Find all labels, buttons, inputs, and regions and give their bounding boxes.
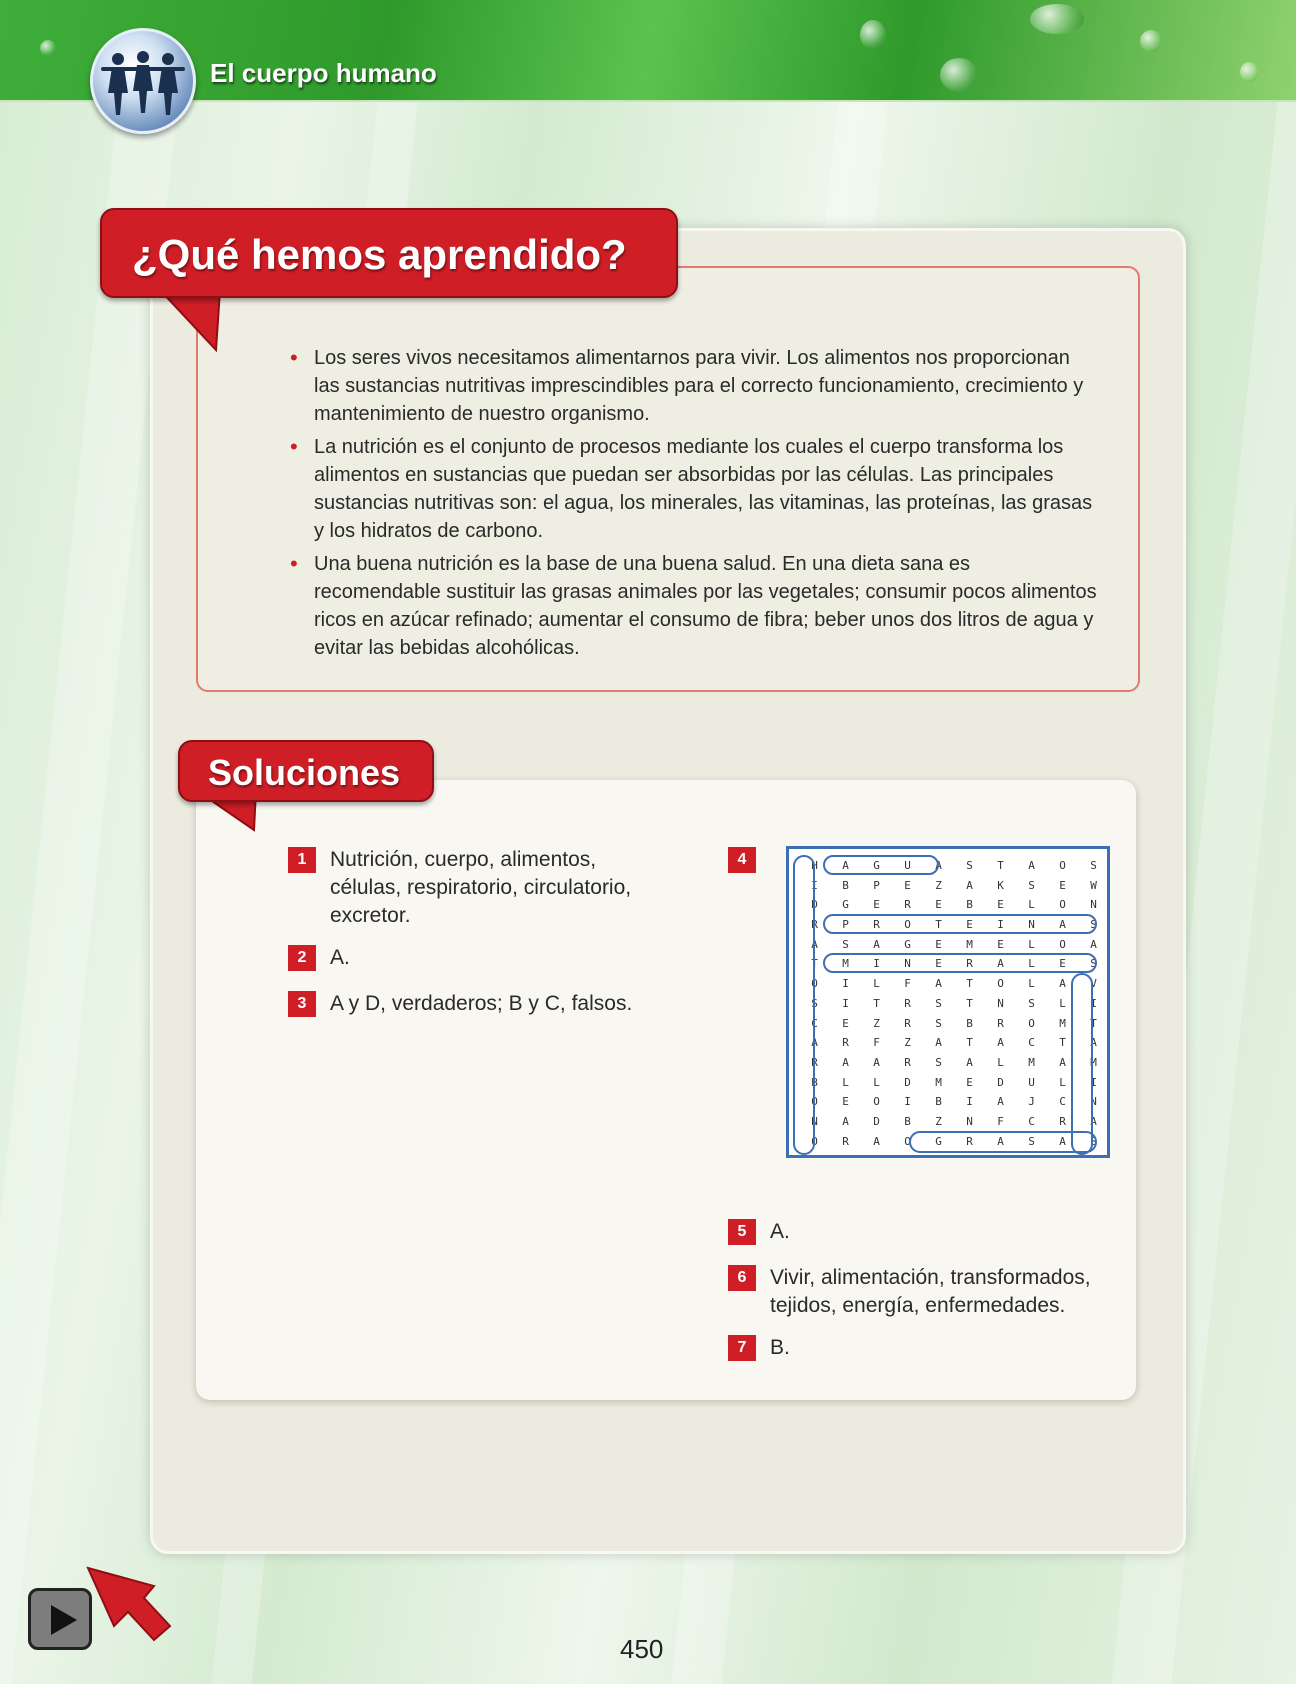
word-search-cell: A	[1059, 918, 1066, 932]
water-drop	[860, 20, 886, 50]
word-ring-proteinas	[823, 914, 1097, 934]
word-search-cell: Z	[873, 1016, 880, 1030]
word-search-cell: R	[966, 957, 973, 971]
word-search-cell: T	[966, 1036, 973, 1050]
answer-text: A y D, verdaderos; B y C, falsos.	[330, 992, 633, 1015]
word-search-cell: S	[1028, 1134, 1035, 1148]
word-search-row	[799, 935, 1109, 955]
answer-7	[728, 1334, 1128, 1362]
word-search-cell: E	[842, 1016, 849, 1030]
word-search-cell: T	[966, 996, 973, 1010]
word-search-row	[799, 876, 1109, 896]
word-search-cell: A	[873, 937, 880, 951]
word-search-cell: L	[1059, 996, 1066, 1010]
word-search-cell: T	[997, 859, 1004, 872]
play-button[interactable]	[28, 1588, 92, 1650]
word-search-cell: I	[997, 918, 1004, 932]
word-search-cell: M	[966, 937, 973, 951]
word-search-cell: S	[811, 996, 818, 1010]
word-search-cell: E	[1059, 957, 1066, 971]
word-search-cell: N	[1090, 898, 1097, 912]
word-search-cell: F	[873, 1036, 880, 1050]
word-search-cell: Z	[904, 1036, 911, 1050]
word-search-letters	[799, 856, 1109, 1151]
word-search-cell: G	[873, 859, 880, 872]
word-search-cell: L	[842, 1075, 849, 1089]
word-search-cell: S	[935, 1016, 942, 1030]
word-search-cell: S	[1090, 918, 1097, 932]
word-search-cell: T	[811, 957, 818, 971]
word-search-cell: R	[842, 1036, 849, 1050]
word-search-cell: I	[966, 1095, 973, 1109]
word-search-cell: S	[935, 1055, 942, 1069]
word-search-cell: E	[1059, 878, 1066, 892]
word-search-cell: I	[1090, 1075, 1097, 1089]
word-search-cell: E	[935, 898, 942, 912]
word-search-cell: R	[904, 1016, 911, 1030]
word-search-cell: A	[873, 1134, 880, 1148]
word-search-cell: R	[842, 1134, 849, 1148]
word-ring-agua	[823, 855, 939, 875]
word-search-cell: M	[1028, 1055, 1035, 1069]
word-search-cell: P	[873, 878, 880, 892]
word-search-cell: E	[966, 1075, 973, 1089]
word-search-row	[799, 1014, 1109, 1034]
word-search-cell: G	[842, 898, 849, 912]
word-search-cell: S	[1090, 1134, 1097, 1148]
word-search-cell: R	[811, 918, 818, 932]
word-search-cell: R	[1059, 1114, 1066, 1128]
word-search-cell: O	[1059, 937, 1066, 951]
word-search-cell: P	[842, 918, 849, 932]
word-search-cell: E	[997, 898, 1004, 912]
word-search-cell: D	[997, 1075, 1004, 1089]
water-drop	[1240, 62, 1258, 82]
word-search-cell: S	[1090, 957, 1097, 971]
word-search-cell: I	[1090, 996, 1097, 1010]
answer-4	[728, 846, 770, 873]
word-search-cell: L	[1028, 977, 1035, 991]
word-search-cell: C	[1059, 1095, 1066, 1109]
answer-text: A.	[770, 1220, 790, 1243]
word-search-cell: J	[1028, 1095, 1035, 1109]
word-search-cell: R	[997, 1016, 1004, 1030]
word-search-cell: N	[811, 1114, 818, 1128]
answer-3	[288, 990, 688, 1018]
word-search-cell: N	[904, 957, 911, 971]
answer-1	[288, 846, 668, 930]
word-search-cell: L	[1028, 937, 1035, 951]
word-search-cell: T	[873, 996, 880, 1010]
word-search-cell: A	[1090, 1114, 1097, 1128]
word-search-cell: S	[966, 859, 973, 872]
summary-bullet: • La nutrición es el conjunto de procesos mediante los cuales el cuerpo transforma los alimentos en sustancias que puedan ser absorbidas por las células. Las principales sustancias nutritivas son: el agua, los minerales, las vitaminas, las proteínas, las grasas y los hidratos de carbono.	[290, 433, 1100, 545]
word-search-cell: B	[842, 878, 849, 892]
word-search-cell: U	[904, 859, 911, 872]
word-search-cell: A	[873, 1055, 880, 1069]
word-search-cell: U	[1028, 1075, 1035, 1089]
word-search-cell: F	[997, 1114, 1004, 1128]
people-holding-hands-icon	[90, 28, 196, 134]
word-search-cell: Z	[935, 1114, 942, 1128]
water-drop	[40, 40, 56, 56]
word-search-cell: A	[997, 1036, 1004, 1050]
word-search-row	[799, 1112, 1109, 1132]
word-search-cell: O	[811, 1095, 818, 1109]
word-ring-hidratos-carbono	[793, 855, 815, 1155]
word-search-cell: S	[1090, 859, 1097, 872]
word-search-cell: I	[904, 1095, 911, 1109]
solutions-heading: Soluciones	[178, 740, 434, 802]
word-search-cell: A	[997, 1134, 1004, 1148]
word-ring-vitaminas	[1071, 973, 1093, 1155]
answer-number: 4	[728, 847, 756, 873]
summary-heading: ¿Qué hemos aprendido?	[100, 208, 678, 298]
answer-text: Nutrición, cuerpo, alimentos, células, respiratorio, circulatorio, excretor.	[330, 848, 632, 927]
word-search-cell: A	[935, 1036, 942, 1050]
word-search-cell: R	[873, 918, 880, 932]
word-search-cell: B	[966, 898, 973, 912]
word-search-cell: B	[904, 1114, 911, 1128]
word-search-row	[799, 895, 1109, 915]
word-search-cell: D	[811, 898, 818, 912]
word-search-cell: R	[904, 1055, 911, 1069]
word-search-cell: L	[1028, 898, 1035, 912]
answer-number: 1	[288, 847, 316, 873]
word-search-cell: A	[1059, 1134, 1066, 1148]
word-search-cell: A	[1090, 937, 1097, 951]
answer-number: 7	[728, 1335, 756, 1361]
summary-bullet: • Los seres vivos necesitamos alimentarnos para vivir. Los alimentos nos proporcionan las sustancias nutritivas imprescindibles para el correcto funcionamiento, crecimiento y mantenimiento de nuestro organismo.	[290, 344, 1100, 428]
word-search-cell: A	[1090, 1036, 1097, 1050]
word-search-cell: N	[1028, 918, 1035, 932]
word-search-row	[799, 974, 1109, 994]
answer-text: A.	[330, 946, 350, 969]
word-search-cell: C	[1028, 1036, 1035, 1050]
word-search-cell: V	[1090, 977, 1097, 991]
word-search-cell: S	[935, 996, 942, 1010]
water-drop	[940, 58, 978, 92]
word-search-cell: A	[811, 1036, 818, 1050]
word-search-cell: O	[997, 977, 1004, 991]
word-search-cell: O	[873, 1095, 880, 1109]
word-search-cell: Z	[935, 878, 942, 892]
word-search-cell: N	[966, 1114, 973, 1128]
summary-bullet: • Una buena nutrición es la base de una buena salud. En una dieta sana es recomendable sustituir las grasas animales por las vegetales; consumir pocos alimentos ricos en azúcar refinado; aumentar el consumo de fibra; beber unos dos litros de agua y evitar las bebidas alcohólicas.	[290, 550, 1100, 662]
word-search-cell: I	[811, 878, 818, 892]
play-icon	[51, 1605, 77, 1635]
word-search-cell: L	[1059, 1075, 1066, 1089]
word-search-cell: A	[1028, 859, 1035, 872]
word-search-cell: G	[904, 937, 911, 951]
word-search-cell: A	[997, 1095, 1004, 1109]
word-search-cell: A	[842, 1114, 849, 1128]
word-search-cell: O	[1059, 898, 1066, 912]
word-search-cell: D	[904, 1075, 911, 1089]
summary-list	[290, 344, 1100, 667]
word-search-cell: O	[904, 918, 911, 932]
word-search-cell: O	[811, 977, 818, 991]
word-search-row	[799, 1073, 1109, 1093]
word-search-cell: O	[1028, 1016, 1035, 1030]
answer-text: Vivir, alimentación, transformados, tejidos, energía, enfermedades.	[770, 1266, 1091, 1317]
word-search-cell: A	[966, 1055, 973, 1069]
word-search-cell: E	[966, 918, 973, 932]
word-ring-grasas	[909, 1131, 1097, 1153]
word-search-cell: E	[904, 878, 911, 892]
answer-2	[288, 944, 668, 972]
section-title: El cuerpo humano	[210, 58, 437, 88]
answer-number: 5	[728, 1219, 756, 1245]
word-search-cell: G	[935, 1134, 942, 1148]
red-arrow-icon	[84, 1566, 174, 1656]
word-search-cell: O	[904, 1134, 911, 1148]
word-search-cell: A	[842, 1055, 849, 1069]
word-search-row	[799, 1033, 1109, 1053]
word-search-cell: E	[935, 937, 942, 951]
word-search-cell: F	[904, 977, 911, 991]
word-search-cell: I	[873, 957, 880, 971]
word-search-cell: E	[873, 898, 880, 912]
word-search-cell: E	[997, 937, 1004, 951]
word-search-cell: T	[966, 977, 973, 991]
answer-number: 3	[288, 991, 316, 1017]
word-search-cell: K	[997, 878, 1004, 892]
word-ring-minerales	[823, 953, 1097, 973]
word-search-cell: R	[811, 1055, 818, 1069]
word-search-cell: L	[1028, 957, 1035, 971]
word-search-cell: C	[811, 1016, 818, 1030]
word-search-cell: M	[1059, 1016, 1066, 1030]
water-drop	[1140, 30, 1162, 52]
word-search-grid	[786, 846, 1110, 1158]
word-search-cell: O	[811, 1134, 818, 1148]
word-search-cell: A	[935, 977, 942, 991]
word-search-cell: B	[935, 1095, 942, 1109]
word-search-cell: N	[997, 996, 1004, 1010]
word-search-cell: A	[811, 937, 818, 951]
word-search-cell: T	[1090, 1016, 1097, 1030]
word-search-cell: R	[904, 996, 911, 1010]
word-search-cell: L	[873, 1075, 880, 1089]
word-search-cell: D	[873, 1114, 880, 1128]
word-search-cell: E	[842, 1095, 849, 1109]
word-search-cell: H	[811, 859, 818, 872]
word-search-cell: A	[842, 859, 849, 872]
word-search-cell: R	[966, 1134, 973, 1148]
answer-5	[728, 1218, 1128, 1246]
answer-text: B.	[770, 1336, 790, 1359]
word-search-cell: W	[1090, 878, 1097, 892]
word-search-cell: N	[1090, 1095, 1097, 1109]
word-search-cell: I	[842, 977, 849, 991]
word-search-cell: A	[1059, 977, 1066, 991]
word-search-cell: A	[966, 878, 973, 892]
word-search-cell: A	[997, 957, 1004, 971]
page-number: 450	[620, 1634, 664, 1664]
word-search-cell: E	[935, 957, 942, 971]
word-search-cell: T	[1059, 1036, 1066, 1050]
word-search-cell: I	[842, 996, 849, 1010]
word-search-row	[799, 994, 1109, 1014]
word-search-row	[799, 1092, 1109, 1112]
word-search-cell: R	[904, 898, 911, 912]
word-search-cell: M	[935, 1075, 942, 1089]
word-search-cell: S	[1028, 878, 1035, 892]
banner-tail	[160, 290, 240, 360]
word-search-cell: M	[1090, 1055, 1097, 1069]
word-search-cell: B	[966, 1016, 973, 1030]
word-search-cell: B	[811, 1075, 818, 1089]
word-search-cell: T	[935, 918, 942, 932]
word-search-cell: O	[1059, 859, 1066, 872]
word-search-row	[799, 1053, 1109, 1073]
word-search-cell: S	[1028, 996, 1035, 1010]
word-search-cell: L	[873, 977, 880, 991]
word-search-cell: M	[842, 957, 849, 971]
answer-number: 6	[728, 1265, 756, 1291]
answer-number: 2	[288, 945, 316, 971]
water-drop	[1030, 4, 1084, 34]
answer-6	[728, 1264, 1128, 1320]
word-search-cell: L	[997, 1055, 1004, 1069]
word-search-cell: C	[1028, 1114, 1035, 1128]
word-search-cell: S	[842, 937, 849, 951]
word-search-cell: A	[935, 859, 942, 872]
word-search-cell: A	[1059, 1055, 1066, 1069]
